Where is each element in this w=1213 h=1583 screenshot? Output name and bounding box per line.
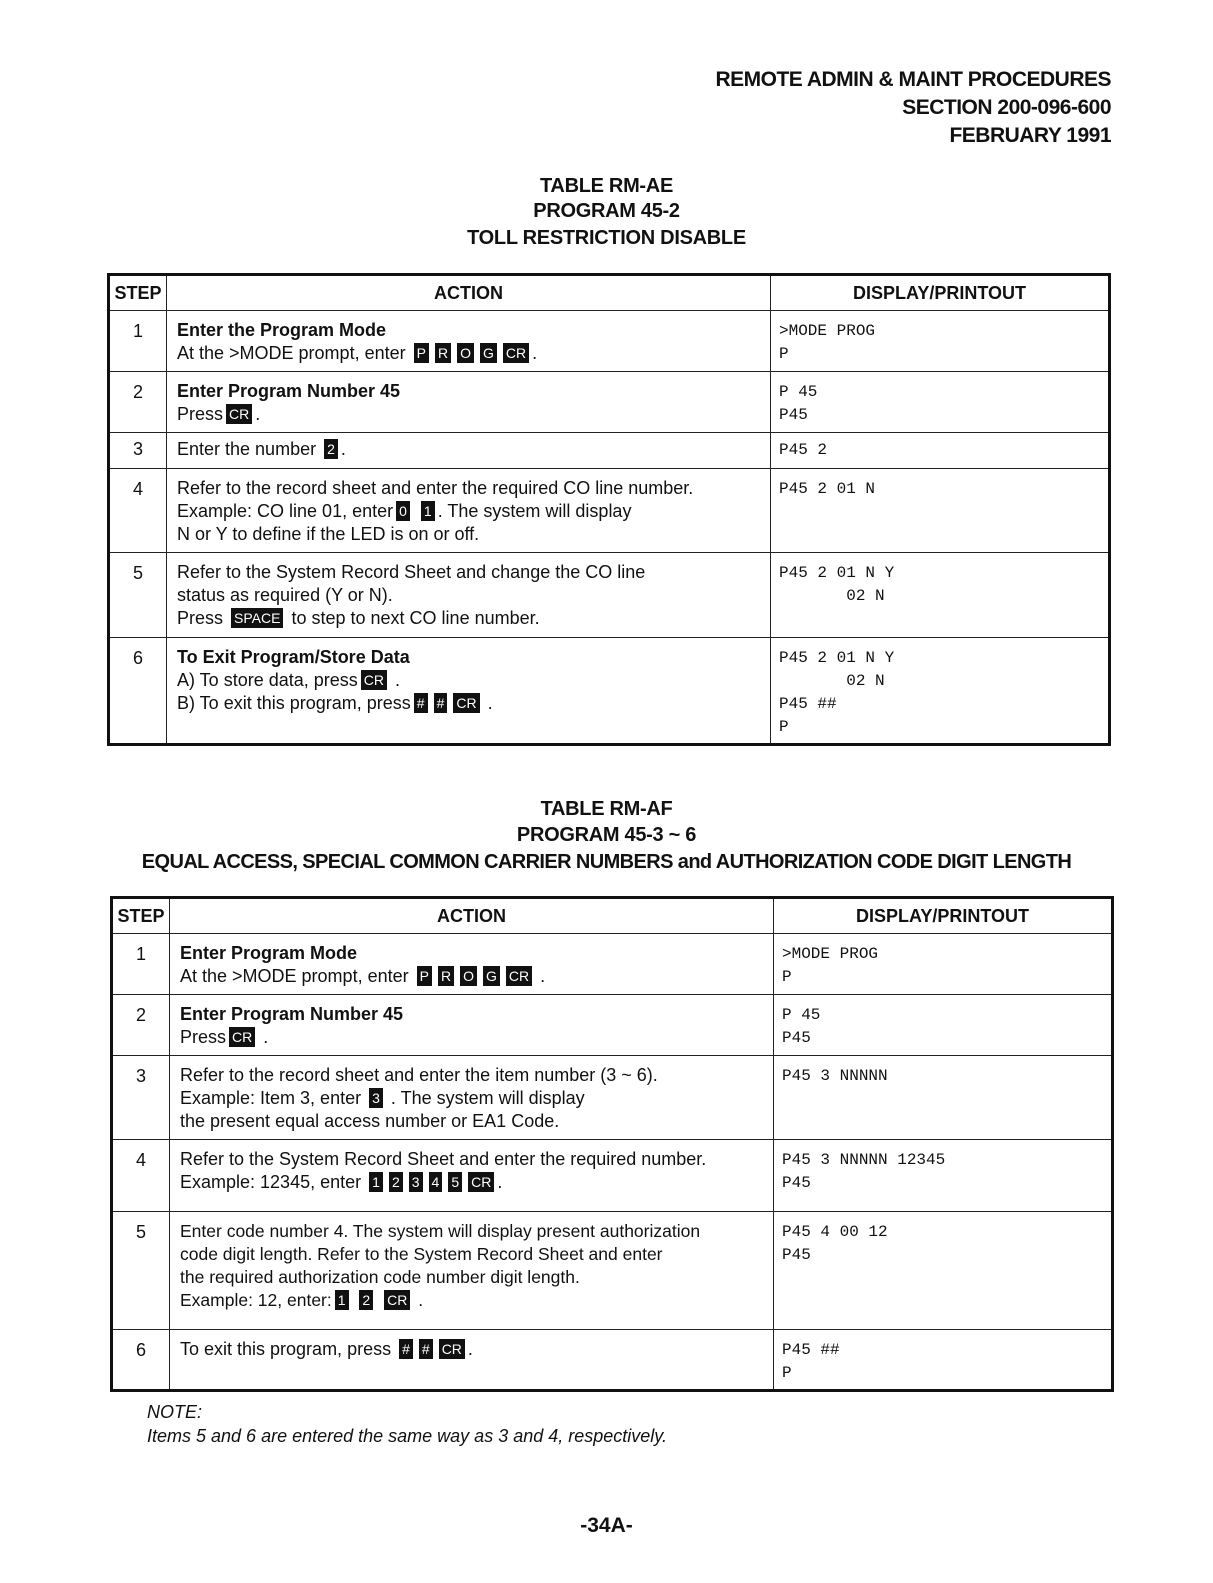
step-number: 5 bbox=[112, 1212, 170, 1330]
display-printout: P45 3 NNNNN 12345 P45 bbox=[774, 1140, 1113, 1212]
action-line: N or Y to define if the LED is on or off. bbox=[177, 524, 480, 544]
table-row bbox=[109, 638, 1110, 745]
action-text: B) To exit this program, press bbox=[177, 693, 411, 713]
step-number: 2 bbox=[112, 995, 170, 1056]
key-cap: 1 bbox=[335, 1290, 349, 1310]
key-cap: 2 bbox=[389, 1172, 403, 1192]
table1-program: PROGRAM 45-2 bbox=[533, 200, 680, 222]
key-cap: 1 bbox=[369, 1172, 383, 1192]
col-header-action: ACTION bbox=[167, 275, 771, 311]
step-number: 5 bbox=[109, 553, 167, 638]
step-number: 4 bbox=[109, 469, 167, 553]
note bbox=[147, 1400, 667, 1448]
table-row bbox=[109, 433, 1110, 469]
key-cap: R bbox=[438, 966, 454, 986]
action-line: Enter code number 4. The system will display present authorization bbox=[180, 1221, 701, 1241]
key-cap: CR bbox=[439, 1339, 465, 1359]
key-cap: CR bbox=[468, 1172, 494, 1192]
key-cap: 2 bbox=[324, 439, 338, 459]
table-row bbox=[112, 1140, 1113, 1212]
step-number: 6 bbox=[109, 638, 167, 745]
key-cap: 2 bbox=[359, 1290, 373, 1310]
action-line bbox=[180, 1171, 763, 1194]
display-printout: P 45 P45 bbox=[774, 995, 1113, 1056]
key-cap: 4 bbox=[429, 1172, 443, 1192]
table1-label: TABLE RM-AE bbox=[540, 175, 673, 197]
table-row bbox=[109, 469, 1110, 553]
action-line bbox=[177, 342, 760, 365]
step-number: 4 bbox=[112, 1140, 170, 1212]
action-text: . bbox=[467, 1339, 473, 1359]
action-line: code digit length. Refer to the System Record Sheet and enter bbox=[180, 1244, 663, 1264]
action-text: Example: Item 3, enter bbox=[180, 1088, 362, 1108]
table2-program: PROGRAM 45-3 ~ 6 bbox=[516, 824, 697, 846]
key-cap: SPACE bbox=[231, 608, 283, 628]
action-text: . bbox=[395, 670, 401, 690]
key-cap: O bbox=[457, 343, 474, 363]
note-label: NOTE: bbox=[147, 1402, 203, 1422]
action-text: Press bbox=[177, 608, 224, 628]
table-rm-af bbox=[110, 896, 1114, 1392]
table2-subtitle: EQUAL ACCESS, SPECIAL COMMON CARRIER NUMBERS and AUTHORIZATION CODE DIGIT LENGTH bbox=[141, 851, 1072, 873]
key-cap: CR bbox=[503, 343, 529, 363]
display-printout: P45 2 bbox=[771, 433, 1110, 469]
header-section: SECTION 200-096-600 bbox=[902, 96, 1111, 119]
key-cap: # bbox=[414, 693, 428, 713]
header-title: REMOTE ADMIN & MAINT PROCEDURES bbox=[715, 68, 1111, 91]
table-row bbox=[112, 995, 1113, 1056]
step-number: 1 bbox=[112, 934, 170, 995]
table2-label: TABLE RM-AF bbox=[540, 798, 673, 820]
action-cell bbox=[170, 995, 774, 1056]
col-header-action: ACTION bbox=[170, 898, 774, 934]
key-cap: # bbox=[434, 693, 448, 713]
action-line bbox=[177, 692, 760, 715]
action-title: Enter the Program Mode bbox=[177, 320, 387, 340]
col-header-step: STEP bbox=[112, 898, 170, 934]
action-cell bbox=[170, 934, 774, 995]
action-line bbox=[177, 607, 760, 630]
col-header-step: STEP bbox=[109, 275, 167, 311]
key-cap: # bbox=[399, 1339, 413, 1359]
display-printout: P 45 P45 bbox=[771, 372, 1110, 433]
action-text: . bbox=[497, 1172, 503, 1192]
key-cap: P bbox=[417, 966, 432, 986]
action-text: . The system will display bbox=[437, 501, 632, 521]
key-cap: CR bbox=[229, 1027, 255, 1047]
action-text: . bbox=[263, 1027, 269, 1047]
action-text: . bbox=[540, 966, 546, 986]
action-text: Press bbox=[180, 1027, 227, 1047]
action-cell bbox=[170, 1140, 774, 1212]
action-cell bbox=[167, 372, 771, 433]
action-line: Refer to the System Record Sheet and change the CO line bbox=[177, 562, 646, 582]
key-cap: O bbox=[460, 966, 477, 986]
display-printout: P45 2 01 N bbox=[771, 469, 1110, 553]
action-line bbox=[180, 1026, 763, 1049]
key-cap: 3 bbox=[369, 1088, 383, 1108]
action-cell bbox=[167, 311, 771, 372]
action-text: to step to next CO line number. bbox=[291, 608, 540, 628]
action-line: the present equal access number or EA1 Code. bbox=[180, 1111, 560, 1131]
step-number: 3 bbox=[109, 433, 167, 469]
action-title: Enter Program Mode bbox=[180, 943, 358, 963]
action-line bbox=[177, 403, 760, 426]
page-number: -34A- bbox=[580, 1514, 633, 1537]
key-cap: 5 bbox=[448, 1172, 462, 1192]
key-cap: 3 bbox=[409, 1172, 423, 1192]
table-row bbox=[112, 1056, 1113, 1140]
action-cell bbox=[167, 469, 771, 553]
action-line: Refer to the record sheet and enter the item number (3 ~ 6). bbox=[180, 1065, 658, 1085]
display-printout: P45 2 01 N Y 02 N bbox=[771, 553, 1110, 638]
action-cell bbox=[170, 1330, 774, 1391]
action-text: . bbox=[418, 1290, 424, 1310]
action-line: the required authorization code number digit length. bbox=[180, 1267, 580, 1287]
key-cap: CR bbox=[506, 966, 532, 986]
table-row bbox=[112, 1212, 1113, 1330]
display-printout: >MODE PROG P bbox=[774, 934, 1113, 995]
action-text: To exit this program, press bbox=[180, 1339, 392, 1359]
step-number: 3 bbox=[112, 1056, 170, 1140]
action-text: Example: CO line 01, enter bbox=[177, 501, 394, 521]
key-cap: # bbox=[419, 1339, 433, 1359]
header-date: FEBRUARY 1991 bbox=[949, 124, 1111, 147]
table-rm-ae bbox=[107, 273, 1111, 746]
action-title: Enter Program Number 45 bbox=[177, 381, 401, 401]
display-printout: P45 4 00 12 P45 bbox=[774, 1212, 1113, 1330]
step-number: 1 bbox=[109, 311, 167, 372]
table-row bbox=[112, 1330, 1113, 1391]
key-cap: R bbox=[435, 343, 451, 363]
action-line: Refer to the System Record Sheet and enter the required number. bbox=[180, 1149, 707, 1169]
action-text: . bbox=[487, 693, 493, 713]
key-cap: P bbox=[414, 343, 429, 363]
action-text: Example: 12, enter: bbox=[180, 1290, 332, 1310]
table-row bbox=[109, 553, 1110, 638]
action-cell bbox=[167, 553, 771, 638]
action-title: To Exit Program/Store Data bbox=[177, 647, 410, 667]
key-cap: CR bbox=[361, 670, 387, 690]
display-printout: >MODE PROG P bbox=[771, 311, 1110, 372]
display-printout: P45 3 NNNNN bbox=[774, 1056, 1113, 1140]
action-text: . bbox=[255, 404, 261, 424]
action-text: . bbox=[340, 439, 346, 459]
action-line bbox=[177, 500, 760, 523]
key-cap: G bbox=[483, 966, 500, 986]
table-row bbox=[109, 311, 1110, 372]
action-text: Press bbox=[177, 404, 224, 424]
action-line bbox=[180, 1338, 763, 1361]
key-cap: 0 bbox=[396, 501, 410, 521]
action-title: Enter Program Number 45 bbox=[180, 1004, 404, 1024]
action-cell bbox=[167, 638, 771, 745]
action-text: At the >MODE prompt, enter bbox=[177, 343, 406, 363]
display-printout: P45 ## P bbox=[774, 1330, 1113, 1391]
table-row bbox=[109, 372, 1110, 433]
action-line bbox=[180, 1289, 763, 1312]
action-text: A) To store data, press bbox=[177, 670, 358, 690]
action-text: . bbox=[532, 343, 538, 363]
action-cell bbox=[170, 1056, 774, 1140]
step-number: 6 bbox=[112, 1330, 170, 1391]
key-cap: CR bbox=[384, 1290, 410, 1310]
display-printout: P45 2 01 N Y 02 N P45 ## P bbox=[771, 638, 1110, 745]
action-line bbox=[180, 965, 763, 988]
action-text: At the >MODE prompt, enter bbox=[180, 966, 409, 986]
step-number: 2 bbox=[109, 372, 167, 433]
action-line: Refer to the record sheet and enter the required CO line number. bbox=[177, 478, 694, 498]
action-line bbox=[180, 1087, 763, 1110]
key-cap: CR bbox=[453, 693, 479, 713]
key-cap: CR bbox=[226, 404, 252, 424]
table-row bbox=[112, 934, 1113, 995]
action-text: Enter the number bbox=[177, 439, 317, 459]
action-text: Example: 12345, enter bbox=[180, 1172, 362, 1192]
key-cap: 1 bbox=[421, 501, 435, 521]
action-cell bbox=[167, 433, 771, 469]
action-text: . The system will display bbox=[390, 1088, 585, 1108]
action-cell bbox=[170, 1212, 774, 1330]
col-header-display: DISPLAY/PRINTOUT bbox=[771, 275, 1110, 311]
col-header-display: DISPLAY/PRINTOUT bbox=[774, 898, 1113, 934]
note-text: Items 5 and 6 are entered the same way as 3 and 4, respectively. bbox=[147, 1426, 667, 1446]
action-line: status as required (Y or N). bbox=[177, 585, 393, 605]
document-header bbox=[715, 66, 1111, 150]
table1-subtitle: TOLL RESTRICTION DISABLE bbox=[467, 227, 746, 249]
action-line bbox=[177, 438, 760, 461]
key-cap: G bbox=[480, 343, 497, 363]
action-line bbox=[177, 669, 760, 692]
